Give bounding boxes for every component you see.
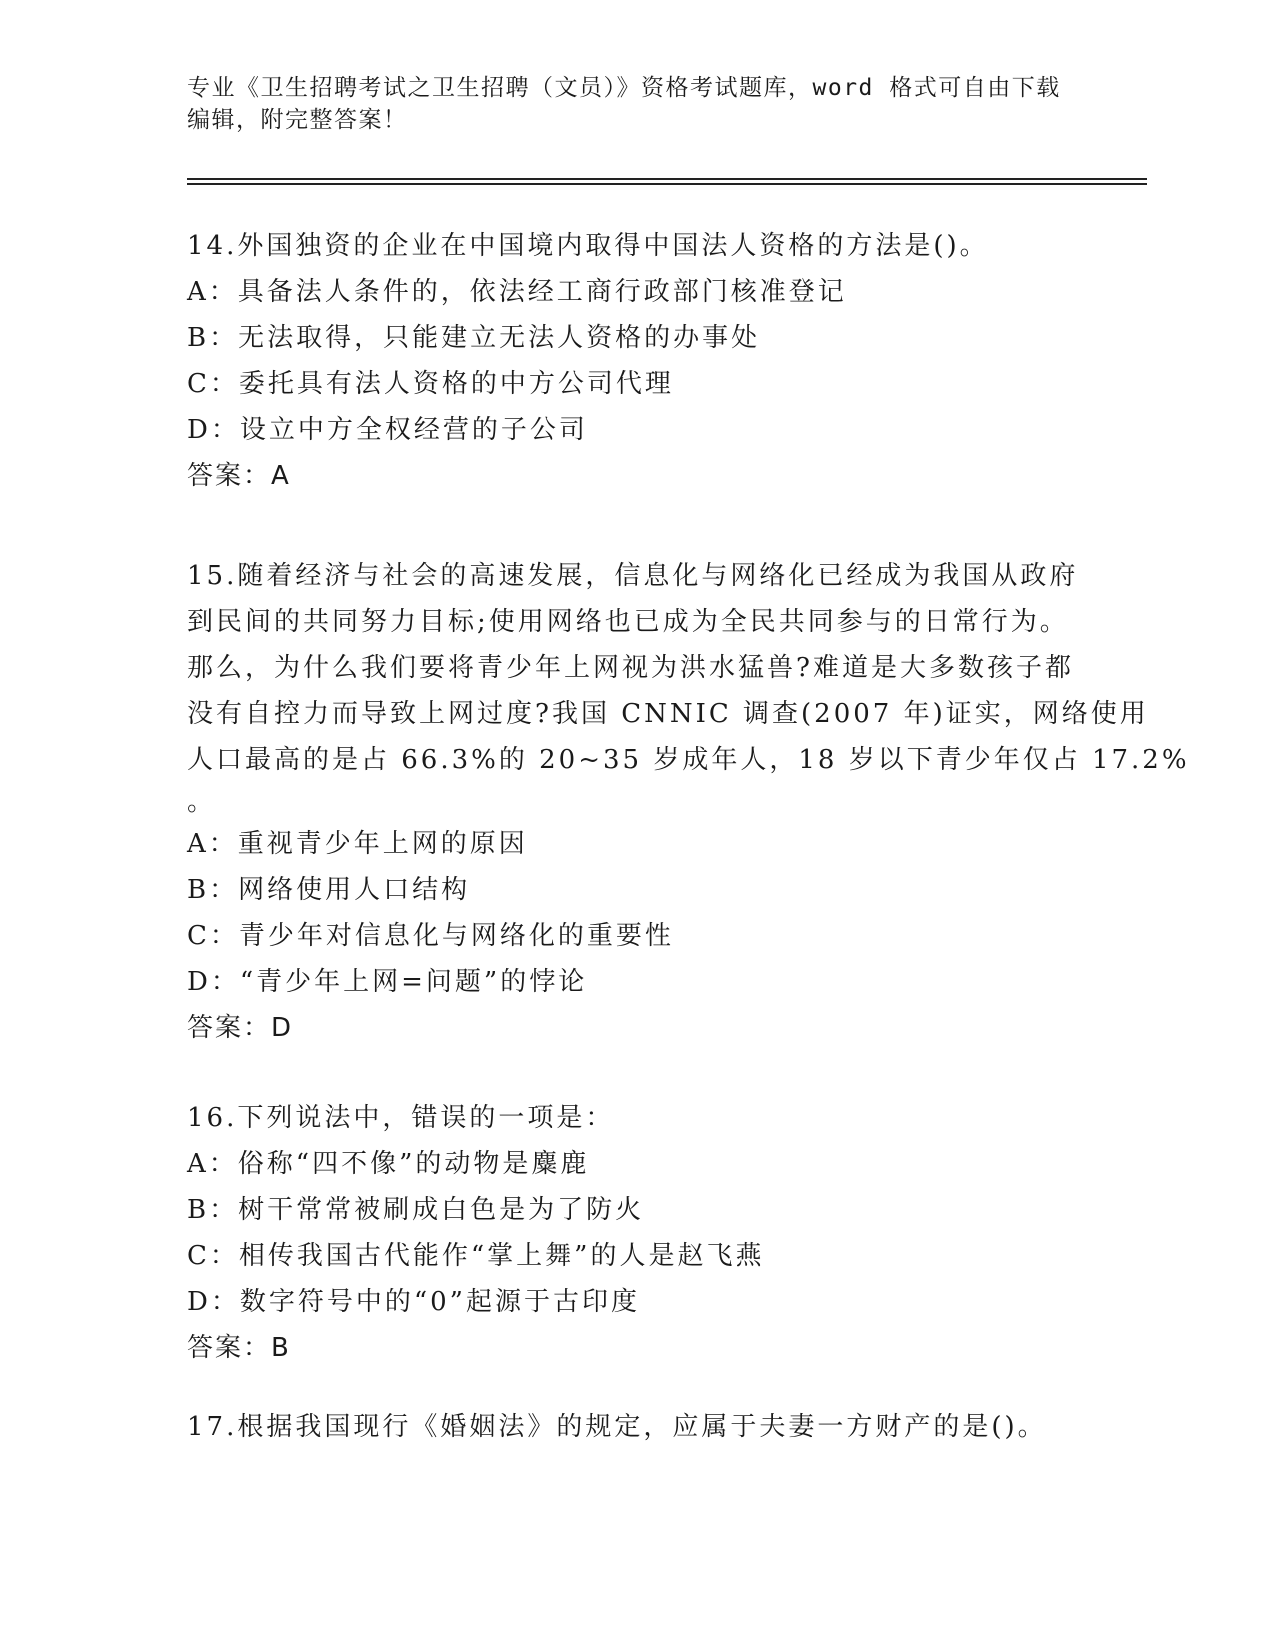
- answer: 答案：A: [187, 461, 291, 491]
- question-stem-line-2: 到民间的共同努力目标;使用网络也已成为全民共同参与的日常行为。: [187, 607, 1069, 637]
- answer: 答案：D: [187, 1013, 294, 1043]
- option-c: C：相传我国古代能作“掌上舞”的人是赵飞燕: [187, 1241, 765, 1271]
- option-a: A：具备法人条件的，依法经工商行政部门核准登记: [187, 277, 847, 307]
- option-b: B：无法取得，只能建立无法人资格的办事处: [187, 323, 761, 353]
- answer: 答案：B: [187, 1333, 291, 1363]
- question-14: [187, 223, 1087, 499]
- question-stem-line-3: 那么，为什么我们要将青少年上网视为洪水猛兽?难道是大多数孩子都: [187, 653, 1074, 683]
- header-line-1: 专业《卫生招聘考试之卫生招聘（文员）》资格考试题库，word 格式可自由下载: [187, 75, 1061, 101]
- question-stem: 14.外国独资的企业在中国境内取得中国法人资格的方法是()。: [187, 231, 989, 261]
- header-divider-top: [187, 178, 1147, 180]
- question-stem: 17.根据我国现行《婚姻法》的规定，应属于夫妻一方财产的是()。: [187, 1412, 1047, 1442]
- option-c: C：青少年对信息化与网络化的重要性: [187, 921, 674, 951]
- header-divider-bottom: [187, 183, 1147, 185]
- option-b: B：树干常常被刷成白色是为了防火: [187, 1195, 645, 1225]
- question-16: [187, 1095, 1087, 1371]
- option-d: D：设立中方全权经营的子公司: [187, 415, 588, 445]
- option-d: D：数字符号中的“0”起源于古印度: [187, 1287, 640, 1317]
- question-stem-line-6: 。: [187, 787, 217, 817]
- option-b: B：网络使用人口结构: [187, 875, 471, 905]
- option-a: A：重视青少年上网的原因: [187, 829, 528, 859]
- option-c: C：委托具有法人资格的中方公司代理: [187, 369, 674, 399]
- question-15: [187, 553, 1190, 1051]
- question-stem-line-5: 人口最高的是占 66.3%的 20~35 岁成年人，18 岁以下青少年仅占 17.2%: [187, 745, 1190, 775]
- option-a: A：俗称“四不像”的动物是麋鹿: [187, 1149, 590, 1179]
- question-stem-line-1: 15.随着经济与社会的高速发展，信息化与网络化已经成为我国从政府: [187, 561, 1079, 591]
- option-d: D：“青少年上网=问题”的悖论: [187, 967, 588, 997]
- question-stem: 16.下列说法中，错误的一项是：: [187, 1103, 615, 1133]
- question-17: [187, 1404, 1087, 1450]
- header-line-2: 编辑，附完整答案！: [187, 107, 408, 133]
- question-stem-line-4: 没有自控力而导致上网过度?我国 CNNIC 调查(2007 年)证实，网络使用: [187, 699, 1149, 729]
- document-header: [187, 72, 1087, 136]
